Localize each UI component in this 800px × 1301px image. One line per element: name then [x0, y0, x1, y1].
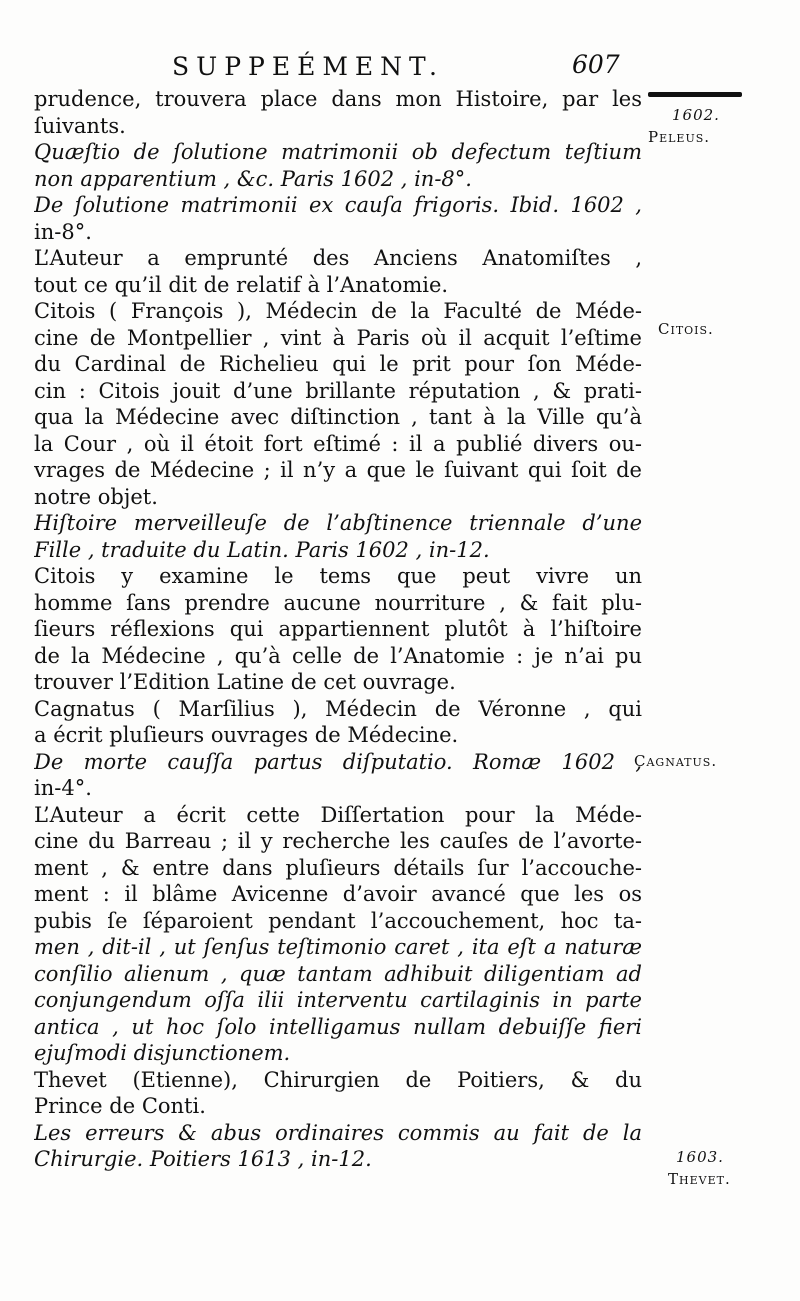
text-line: Quæſtio de ſolutione matrimonii ob defectum teſtium	[34, 140, 642, 164]
text-line: vrages de Médecine ; il n’y a que le ſuivant qui ſoit de	[34, 458, 642, 482]
text-line: De ſolutione matrimonii ex cauſa frigoris. Ibid. 1602 ,	[34, 193, 642, 217]
text-line: Fille , traduite du Latin. Paris 1602 , in-12.	[34, 537, 490, 562]
text-line: Les erreurs & abus ordinaires commis au fait de la	[34, 1120, 642, 1145]
text-line: ment : il blâme Avicenne d’avoir avancé que les os	[34, 882, 642, 906]
text-line: cin : Citois jouit d’une brillante réputation , & prati-	[34, 378, 642, 403]
text-line: Cagnatus ( Marſilius ), Médecin de Véronne , qui	[34, 696, 642, 721]
text-line: L’Auteur a emprunté des Anciens Anatomiſtes ,	[34, 246, 642, 270]
text-line: de la Médecine , qu’à celle de l’Anatomie : je n’ai pu	[34, 643, 642, 668]
margin-name-citois: Citois.	[658, 320, 714, 338]
text-line: Chirurgie. Poitiers 1613 , in-12.	[34, 1147, 372, 1171]
margin-rule	[648, 92, 742, 97]
text-line: cine de Montpellier , vint à Paris où il acquit l’eſtime	[34, 325, 642, 350]
text-line: pubis ſe ſéparoient pendant l’accouchement, hoc ta-	[34, 908, 642, 933]
text-line: in-8°.	[34, 219, 92, 244]
text-line: Prince de Conti.	[34, 1094, 206, 1118]
running-title: SUPPEÉMENT.	[172, 52, 445, 81]
margin-year-1603: 1603.	[676, 1148, 724, 1166]
text-line: cine du Barreau ; il y recherche les cauſes de l’avorte-	[34, 829, 642, 853]
text-line: ſuivants.	[34, 113, 126, 138]
text-line: la Cour , où il étoit fort eſtimé : il a publié divers ou-	[34, 431, 642, 456]
text-line: prudence, trouvera place dans mon Histoire, par les	[34, 87, 642, 111]
text-line: Citois ( François ), Médecin de la Faculté de Méde-	[34, 299, 642, 323]
text-line: De morte cauſſa partus diſputatio. Romæ 1602 ,	[34, 749, 642, 774]
text-line: Hiſtoire merveilleuſe de l’abſtinence triennale d’une	[34, 511, 642, 535]
text-line: ſieurs réflexions qui appartiennent plutôt à l’hiſtoire	[34, 617, 642, 641]
text-line: du Cardinal de Richelieu qui le prit pour ſon Méde-	[34, 352, 642, 376]
margin-year-1602: 1602.	[672, 106, 720, 124]
text-line: qua la Médecine avec diſtinction , tant à la Ville qu’à	[34, 405, 642, 429]
text-line: tout ce qu’il dit de relatif à l’Anatomie.	[34, 272, 449, 297]
text-line: in-4°.	[34, 776, 92, 800]
margin-name-peleus: Peleus.	[648, 128, 711, 146]
text-line: Citois y examine le tems que peut vivre un	[34, 564, 642, 588]
body-text	[34, 86, 642, 1173]
text-line: a écrit pluſieurs ouvrages de Médecine.	[34, 723, 459, 747]
text-line: ment , & entre dans pluſieurs détails ſur l’accouche-	[34, 855, 642, 880]
page-header	[0, 48, 800, 88]
text-line: antica , ut hoc ſolo intelligamus nullam debuiſſe fieri	[34, 1014, 642, 1039]
text-line: L’Auteur a écrit cette Diſſertation pour la Méde-	[34, 802, 642, 827]
text-line: homme ſans prendre aucune nourriture , & fait plu-	[34, 590, 642, 615]
text-line: men , dit-il , ut ſenſus teſtimonio caret , ita eſt a naturæ	[34, 935, 642, 959]
text-line: ejuſmodi disjunctionem.	[34, 1041, 291, 1065]
page-number: 607	[572, 50, 620, 79]
text-line: conſilio alienum , quæ tantam adhibuit diligentiam ad	[34, 961, 642, 986]
text-line: notre objet.	[34, 484, 158, 509]
text-line: trouver l’Edition Latine de cet ouvrage.	[34, 670, 456, 694]
text-line: conjungendum oſſa ilii interventu cartilaginis in parte	[34, 988, 642, 1012]
margin-name-thevet: Thevet.	[668, 1170, 731, 1188]
margin-name-cagnatus: Cagnatus.	[634, 752, 718, 770]
text-line: non apparentium , &c. Paris 1602 , in-8°.	[34, 166, 472, 191]
text-line: Thevet (Etienne), Chirurgien de Poitiers, & du	[34, 1067, 642, 1092]
